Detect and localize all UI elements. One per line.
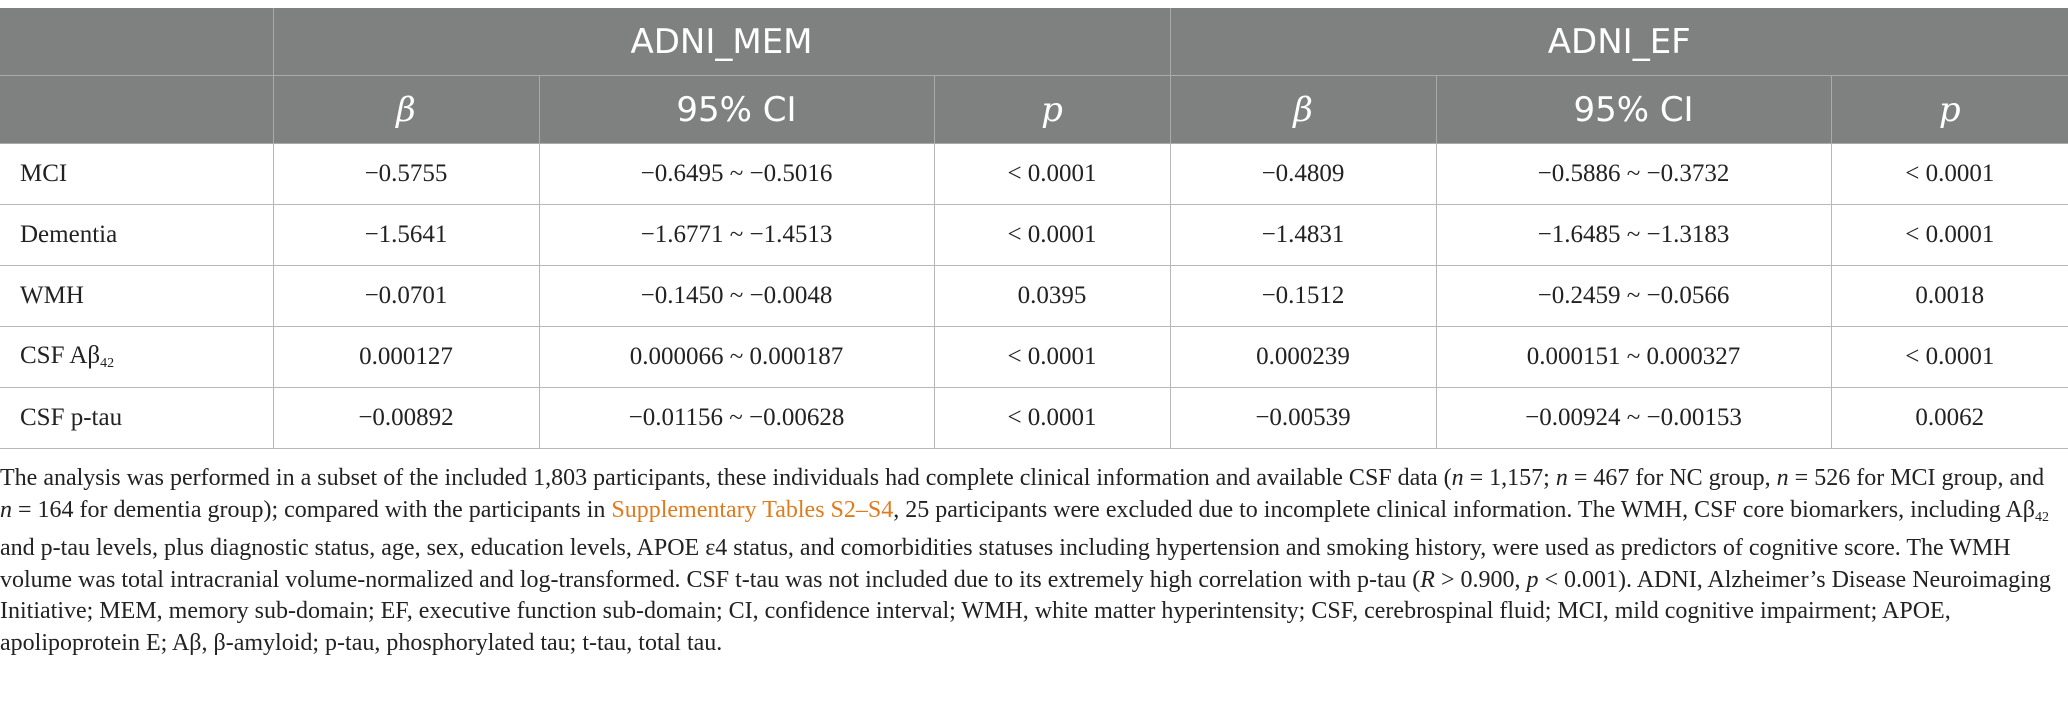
header-group-mem: ADNI_MEM [273, 8, 1170, 76]
footnote-text-1: The analysis was performed in a subset of the included 1,803 participants, these individuals had complete clinical information and available CSF data ( [0, 465, 1452, 491]
header-ef-p: p [1831, 76, 2068, 144]
cell-ef-beta: −0.1512 [1170, 266, 1436, 327]
table-row [0, 266, 2068, 327]
footnote-text-3: = 467 for NC group, [1567, 465, 1777, 491]
row-label [0, 144, 273, 205]
footnote-p-symbol: p [1526, 566, 1539, 593]
footnote-n-symbol: n [1776, 465, 1789, 491]
cell-mem-beta: −0.5755 [273, 144, 539, 205]
header-empty-cell [0, 76, 273, 144]
cell-mem-beta: −0.00892 [273, 388, 539, 449]
footnote-text-4: = 526 for MCI group, and [1788, 465, 2045, 491]
cell-ef-ci: −0.00924 ~ −0.00153 [1436, 388, 1831, 449]
cell-mem-p: < 0.0001 [934, 327, 1170, 388]
row-label [0, 205, 273, 266]
cell-mem-beta: −1.5641 [273, 205, 539, 266]
cell-ef-p: < 0.0001 [1831, 144, 2068, 205]
row-label [0, 388, 273, 449]
footnote-text-5: = 164 for dementia group); compared with the participants in [12, 496, 612, 523]
footnote-n-symbol: n [0, 496, 12, 523]
table-row [0, 327, 2068, 388]
footnote-r-symbol: R [1420, 566, 1435, 593]
cell-mem-p: < 0.0001 [934, 205, 1170, 266]
cell-mem-p: < 0.0001 [934, 388, 1170, 449]
header-ef-beta: β [1170, 76, 1436, 144]
header-row-columns [0, 76, 2068, 144]
cell-ef-beta: 0.000239 [1170, 327, 1436, 388]
cell-ef-p: < 0.0001 [1831, 205, 2068, 266]
cell-ef-p: 0.0018 [1831, 266, 2068, 327]
row-label-text: CSF Aβ [20, 342, 101, 369]
row-label-text: MCI [20, 160, 68, 187]
cell-ef-ci: −0.5886 ~ −0.3732 [1436, 144, 1831, 205]
cell-mem-ci: 0.000066 ~ 0.000187 [539, 327, 934, 388]
header-group-ef: ADNI_EF [1170, 8, 2068, 76]
footnote-n-symbol: n [1555, 465, 1568, 491]
cell-ef-p: 0.0062 [1831, 388, 2068, 449]
header-mem-ci: 95% CI [539, 76, 934, 144]
results-table [0, 8, 2068, 449]
cell-ef-ci: −0.2459 ~ −0.0566 [1436, 266, 1831, 327]
cell-mem-ci: −0.01156 ~ −0.00628 [539, 388, 934, 449]
cell-mem-ci: −0.6495 ~ −0.5016 [539, 144, 934, 205]
header-ef-ci: 95% CI [1436, 76, 1831, 144]
table-row [0, 144, 2068, 205]
cell-ef-beta: −1.4831 [1170, 205, 1436, 266]
footnote-text-6: , 25 participants were excluded due to incomplete clinical information. The WMH, CSF core biomarkers, including Aβ [893, 496, 2035, 523]
cell-mem-p: 0.0395 [934, 266, 1170, 327]
footnote-text-2: = 1,157; [1463, 465, 1556, 491]
row-label-subscript: 42 [100, 356, 115, 371]
table-body [0, 144, 2068, 449]
row-label-text: Dementia [20, 221, 118, 248]
footnote-text-8: > 0.900, [1434, 566, 1527, 593]
row-label [0, 266, 273, 327]
results-table-container [0, 8, 2068, 449]
cell-ef-ci: −1.6485 ~ −1.3183 [1436, 205, 1831, 266]
header-row-groups [0, 8, 2068, 76]
header-mem-p: p [934, 76, 1170, 144]
row-label [0, 327, 273, 388]
row-label-text: WMH [20, 282, 84, 309]
footnote-text-9: < 0.001). ADNI, Alzheimer’s Disease Neuroimaging Initiative; MEM, memory sub-domain; EF, executive function sub-domain; CI, confidence interval; WMH, white matter hyperintensity; CSF, cerebrospinal fluid; MCI, mild cognitive impairment; APOE, apolipoprotein E; Aβ, β-amyloid; p-tau, phosphorylated tau; t-tau, total tau. [0, 566, 2051, 656]
header-mem-beta: β [273, 76, 539, 144]
cell-mem-ci: −0.1450 ~ −0.0048 [539, 266, 934, 327]
cell-ef-p: < 0.0001 [1831, 327, 2068, 388]
cell-mem-ci: −1.6771 ~ −1.4513 [539, 205, 934, 266]
table-row [0, 388, 2068, 449]
footnote-subscript-42: 42 [2034, 509, 2049, 525]
cell-mem-beta: −0.0701 [273, 266, 539, 327]
supplementary-tables-link[interactable]: Supplementary Tables S2–S4 [611, 496, 894, 523]
cell-ef-beta: −0.4809 [1170, 144, 1436, 205]
cell-mem-p: < 0.0001 [934, 144, 1170, 205]
cell-ef-ci: 0.000151 ~ 0.000327 [1436, 327, 1831, 388]
table-row [0, 205, 2068, 266]
row-label-text: CSF p-tau [20, 404, 123, 431]
table-footnote [0, 463, 2060, 659]
footnote-n-symbol: n [1451, 465, 1464, 491]
cell-ef-beta: −0.00539 [1170, 388, 1436, 449]
footnote-text-7: and p-tau levels, plus diagnostic status, age, sex, education levels, APOE ε4 status, and comorbidities statuses including hypertension and smoking history, were used as predictors of cognitive score. The WMH volume was total intracranial volume-normalized and log-transformed. CSF t-tau was not included due to its extremely high correlation with p-tau ( [0, 535, 2011, 593]
cell-mem-beta: 0.000127 [273, 327, 539, 388]
header-empty-cell [0, 8, 273, 76]
